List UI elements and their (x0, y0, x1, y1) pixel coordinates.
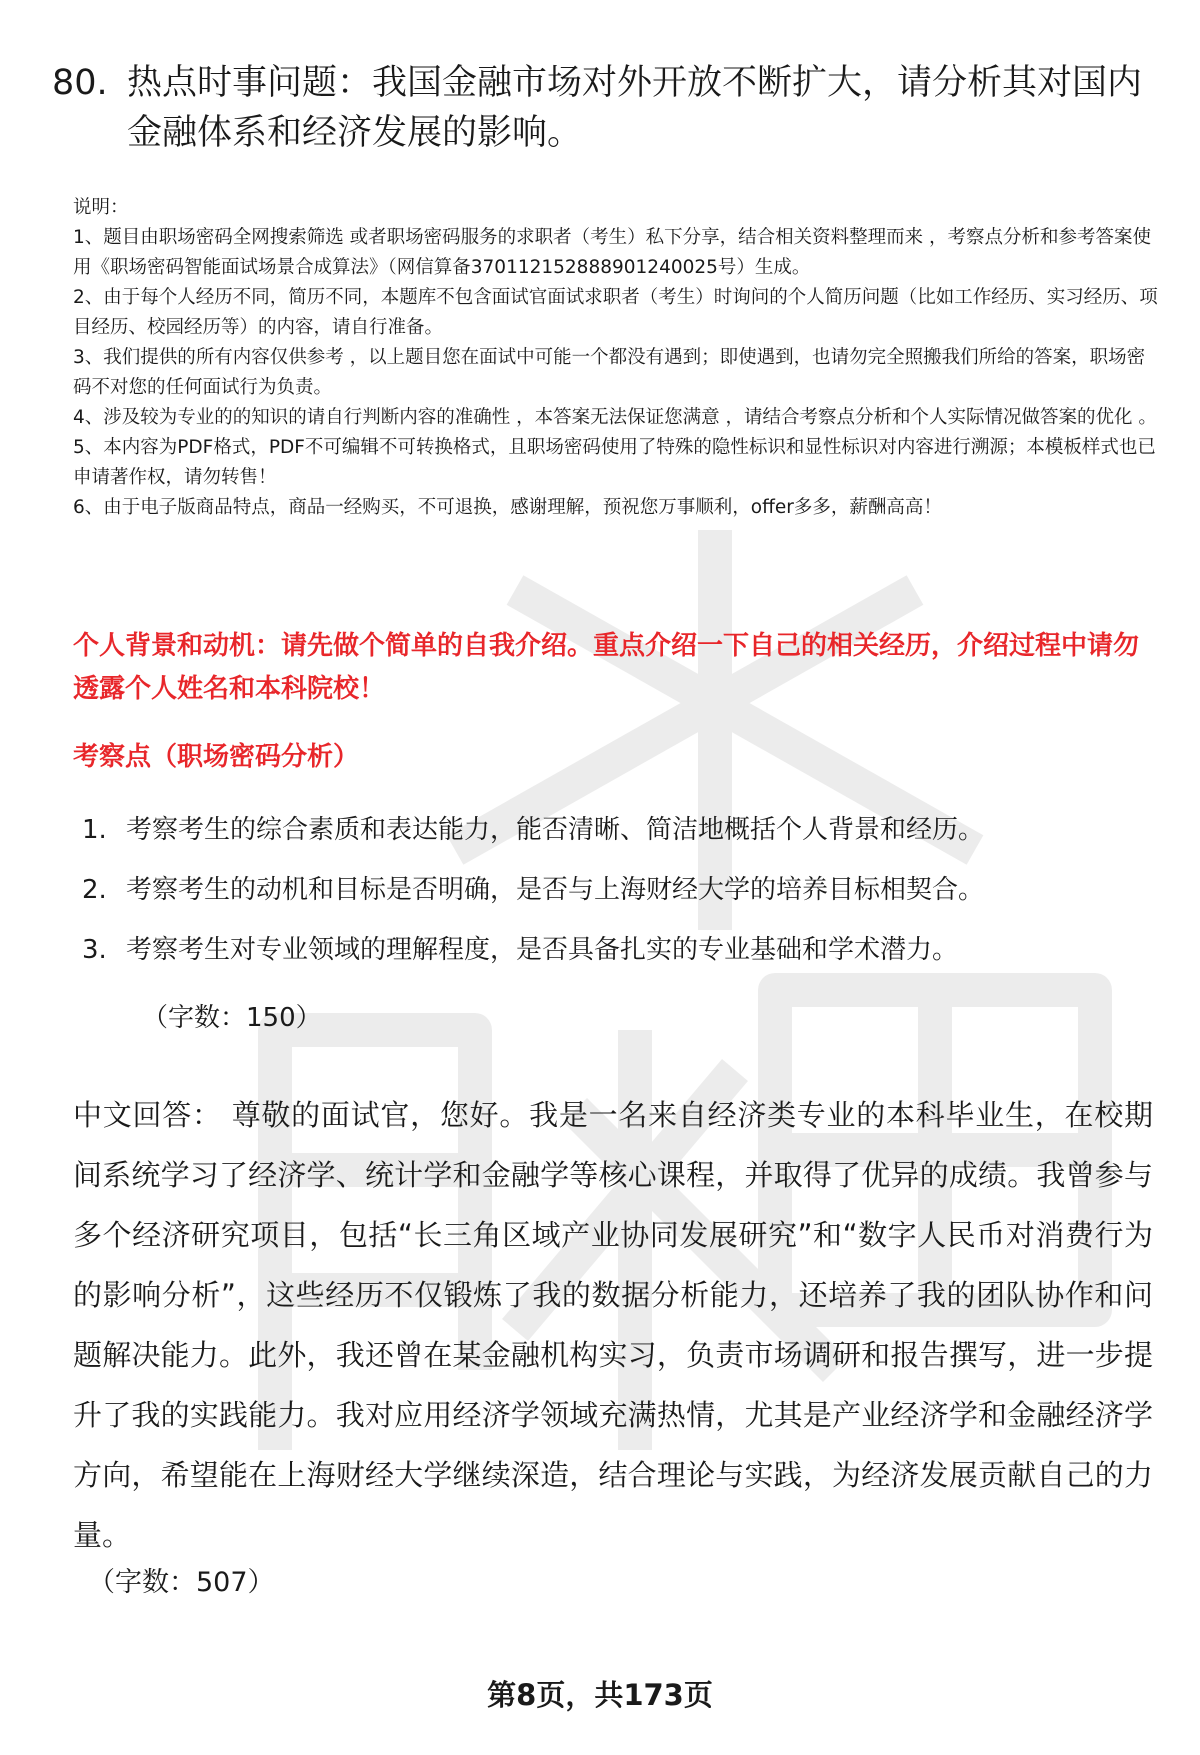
analysis-points (82, 810, 1162, 990)
note-item: 1、题目由职场密码全网搜索筛选 或者职场密码服务的求职者（考生）私下分享，结合相关资料整理而来 ，考察点分析和参考答案使用《职场密码智能面试场景合成算法》（网信算备370112152888901240025号）生成。 (73, 227, 1152, 278)
analysis-word-count: （字数：150） (142, 1003, 322, 1033)
answer-word-count: （字数：507） (88, 1567, 275, 1598)
analysis-point (82, 810, 1162, 870)
point-text: 考察考生的动机和目标是否明确，是否与上海财经大学的培养目标相契合。 (126, 875, 985, 905)
notes-heading: 说明： (73, 197, 129, 218)
note-item: 3、我们提供的所有内容仅供参考 ，以上题目您在面试中可能一个都没有遇到；即使遇到，也请勿完全照搬我们所给的答案，职场密码不对您的任何面试行为负责。 (73, 347, 1146, 398)
note-item: 2、由于每个人经历不同，简历不同，本题库不包含面试官面试求职者（考生）时询问的个人简历问题（比如工作经历、实习经历、项目经历、校园经历等）的内容，请自行准备。 (73, 287, 1158, 338)
point-number: 1. (82, 815, 107, 845)
point-text: 考察考生的综合素质和表达能力，能否清晰、简洁地概括个人背景和经历。 (126, 815, 985, 845)
note-item: 4、涉及较为专业的的知识的请自行判断内容的准确性 ，本答案无法保证您满意 ，请结合考察点分析和个人实际情况做答案的优化 。 (73, 407, 1157, 428)
background-prompt: 个人背景和动机：请先做个简单的自我介绍。重点介绍一下自己的相关经历，介绍过程中请勿透露个人姓名和本科院校！ (73, 631, 1140, 704)
point-number: 2. (82, 875, 107, 905)
page-indicator: 第8页，共173页 (487, 1678, 713, 1712)
answer-block (73, 1085, 1153, 1565)
analysis-heading: 考察点（职场密码分析） (73, 742, 360, 772)
note-item: 5、本内容为PDF格式，PDF不可编辑不可转换格式，且职场密码使用了特殊的隐性标识和显性标识对内容进行溯源；本模板样式也已申请著作权，请勿转售！ (73, 437, 1156, 488)
question-number: 80. (52, 63, 108, 103)
point-number: 3. (82, 935, 107, 965)
disclaimer-notes (73, 193, 1163, 523)
analysis-point (82, 930, 1162, 990)
note-item: 6、由于电子版商品特点，商品一经购买，不可退换，感谢理解，预祝您万事顺利，offer多多，薪酬高高！ (73, 497, 942, 518)
question-title (52, 58, 1162, 158)
answer-text: 尊敬的面试官，您好。我是一名来自经济类专业的本科毕业生，在校期间系统学习了经济学、统计学和金融学等核心课程，并取得了优异的成绩。我曾参与多个经济研究项目，包括“长三角区域产业协同发展研究”和“数字人民币对消费行为的影响分析”，这些经历不仅锻炼了我的数据分析能力，还培养了我的团队协作和问题解决能力。此外，我还曾在某金融机构实习，负责市场调研和报告撰写，进一步提升了我的实践能力。我对应用经济学领域充满热情，尤其是产业经济学和金融经济学方向，希望能在上海财经大学继续深造，结合理论与实践，为经济发展贡献自己的力量。 (73, 1098, 1153, 1552)
answer-label: 中文回答： (73, 1098, 222, 1132)
analysis-point (82, 870, 1162, 930)
point-text: 考察考生对专业领域的理解程度，是否具备扎实的专业基础和学术潜力。 (126, 935, 959, 965)
question-text: 热点时事问题：我国金融市场对外开放不断扩大，请分析其对国内金融体系和经济发展的影响。 (127, 63, 1143, 153)
